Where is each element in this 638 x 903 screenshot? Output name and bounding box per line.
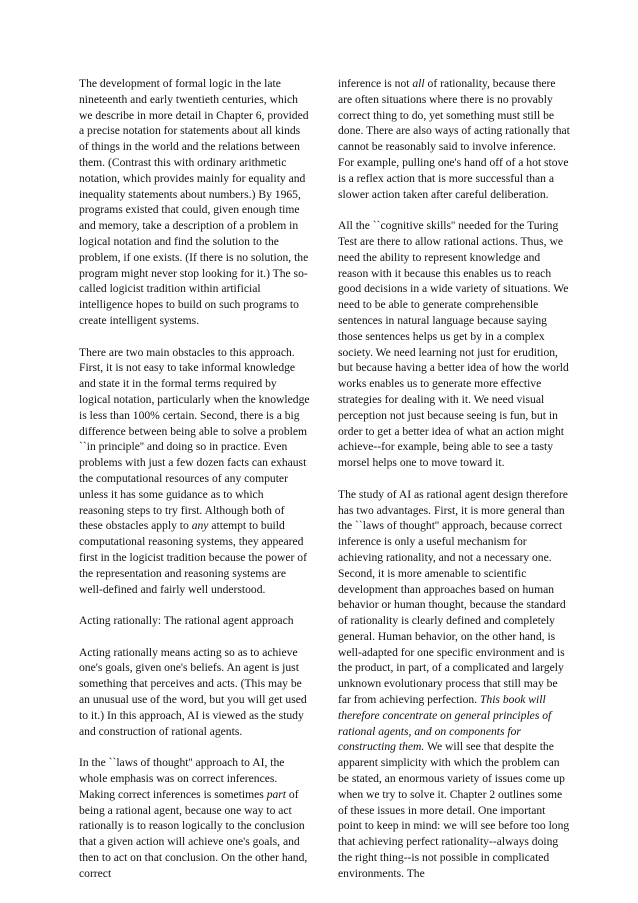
paragraph-text: There are two main obstacles to this approach. First, it is not easy to take informal knowledge and state it in the formal terms required by logical notation, particularly when the knowledge is less than 100% certain. Second, there is a big difference between being able to solve a problem ``in principle'' and doing so in practice. Even problems with just a few dozen facts can exhaust the computational resources of any computer unless it has some guidance as to which reasoning steps to try first. Although both of these obstacles apply to	[79, 345, 310, 533]
paragraph-text: The development of formal logic in the late nineteenth and early twentieth centuries, which we describe in more detail in Chapter 6, provided a precise notation for statements about all kinds of things in the world and the relations between them. (Contrast this with ordinary arithmetic notation, which provides mainly for equality and inequality statements about numbers.) By 1965, programs existed that could, given enough time and memory, take a description of a problem in logical notation and find the solution to the problem, if one exists. (If there is no solution, the program might never stop looking for it.) The so-called logicist tradition within artificial intelligence hopes to build on such programs to create intelligent systems.	[79, 77, 309, 327]
paragraph-acting-rationally	[79, 645, 311, 740]
paragraph-text: In the ``laws of thought'' approach to AI, the whole emphasis was on correct inferences. Making correct inferences is sometimes	[79, 756, 285, 801]
paragraph-text: attempt to build computational reasoning systems, they appeared first in the logicist tradition because the power of the representation and reasoning systems are well-defined and fairly well understood.	[79, 519, 307, 596]
left-column	[79, 76, 311, 882]
right-column	[338, 76, 570, 882]
paragraph-obstacles	[79, 345, 311, 598]
section-heading	[79, 613, 311, 629]
heading-text: Acting rationally: The rational agent approach	[79, 614, 294, 628]
paragraph-text: All the ``cognitive skills'' needed for the Turing Test are there to allow rational actions. Thus, we need the ability to represent knowledge and reason with it because this enables us to reach good decisions in a wide variety of situations. We need to be able to generate comprehensible sentences in natural language because saying those sentences helps us get by in a complex society. We need learning not just for erudition, but because having a better idea of how the world works enables us to generate more effective strategies for dealing with it. We need visual perception not just because seeing is fun, but in order to get a better idea of what an action might achieve--for example, being able to see a tasty morsel helps one to move toward it.	[338, 219, 569, 470]
paragraph-text: Acting rationally means acting so as to achieve one's goals, given one's beliefs. An agent is just something that perceives and acts. (This may be an unusual use of the word, but you will get used to it.) In this approach, AI is viewed as the study and construction of rational agents.	[79, 645, 307, 738]
paragraph-inference	[338, 76, 570, 202]
paragraph-text: of rationality, because there are often situations where there is no provably correct thing to do, yet something must still be done. There are also ways of acting rationally that cannot be reasonably said to involve inference. For example, pulling one's hand off of a hot stove is a reflex action that is more successful than a slower action taken after careful deliberation.	[338, 77, 570, 201]
paragraph-laws-of-thought	[79, 755, 311, 881]
emphasis-text: This book will therefore concentrate on general principles of rational agents, and on components for constructing them.	[338, 693, 552, 754]
emphasis-text: any	[191, 519, 209, 533]
paragraph-text: inference is not	[338, 77, 413, 90]
paragraph-rational-agent-design	[338, 487, 570, 882]
emphasis-text: all	[412, 77, 425, 90]
paragraph-text: of being a rational agent, because one way to act rationally is to reason logically to the conclusion that a given action will achieve one's goals, and then to act on that conclusion. On the other hand, correct	[79, 787, 308, 880]
paragraph-formal-logic	[79, 76, 311, 329]
emphasis-text: part	[266, 787, 287, 801]
paragraph-cognitive-skills	[338, 218, 570, 471]
paragraph-text: The study of AI as rational agent design therefore has two advantages. First, it is more general than the ``laws of thought'' approach, because correct inference is only a useful mechanism for achieving rationality, and not a necessary one. Second, it is more amenable to scientific development than approaches based on human behavior or human thought, because the standard of rationality is clearly defined and completely general. Human behavior, on the other hand, is well-adapted for one specific environment and is the product, in part, of a complicated and largely unknown evolutionary process that still may be far from achieving perfection.	[338, 487, 568, 707]
paragraph-text: We will see that despite the apparent simplicity with which the problem can be stated, an enormous variety of issues come up when we try to solve it. Chapter 2 outlines some of these issues in more detail. One important point to keep in mind: we will see before too long that achieving perfect rationality--always doing the right thing--is not possible in complicated environments. The	[338, 740, 570, 880]
